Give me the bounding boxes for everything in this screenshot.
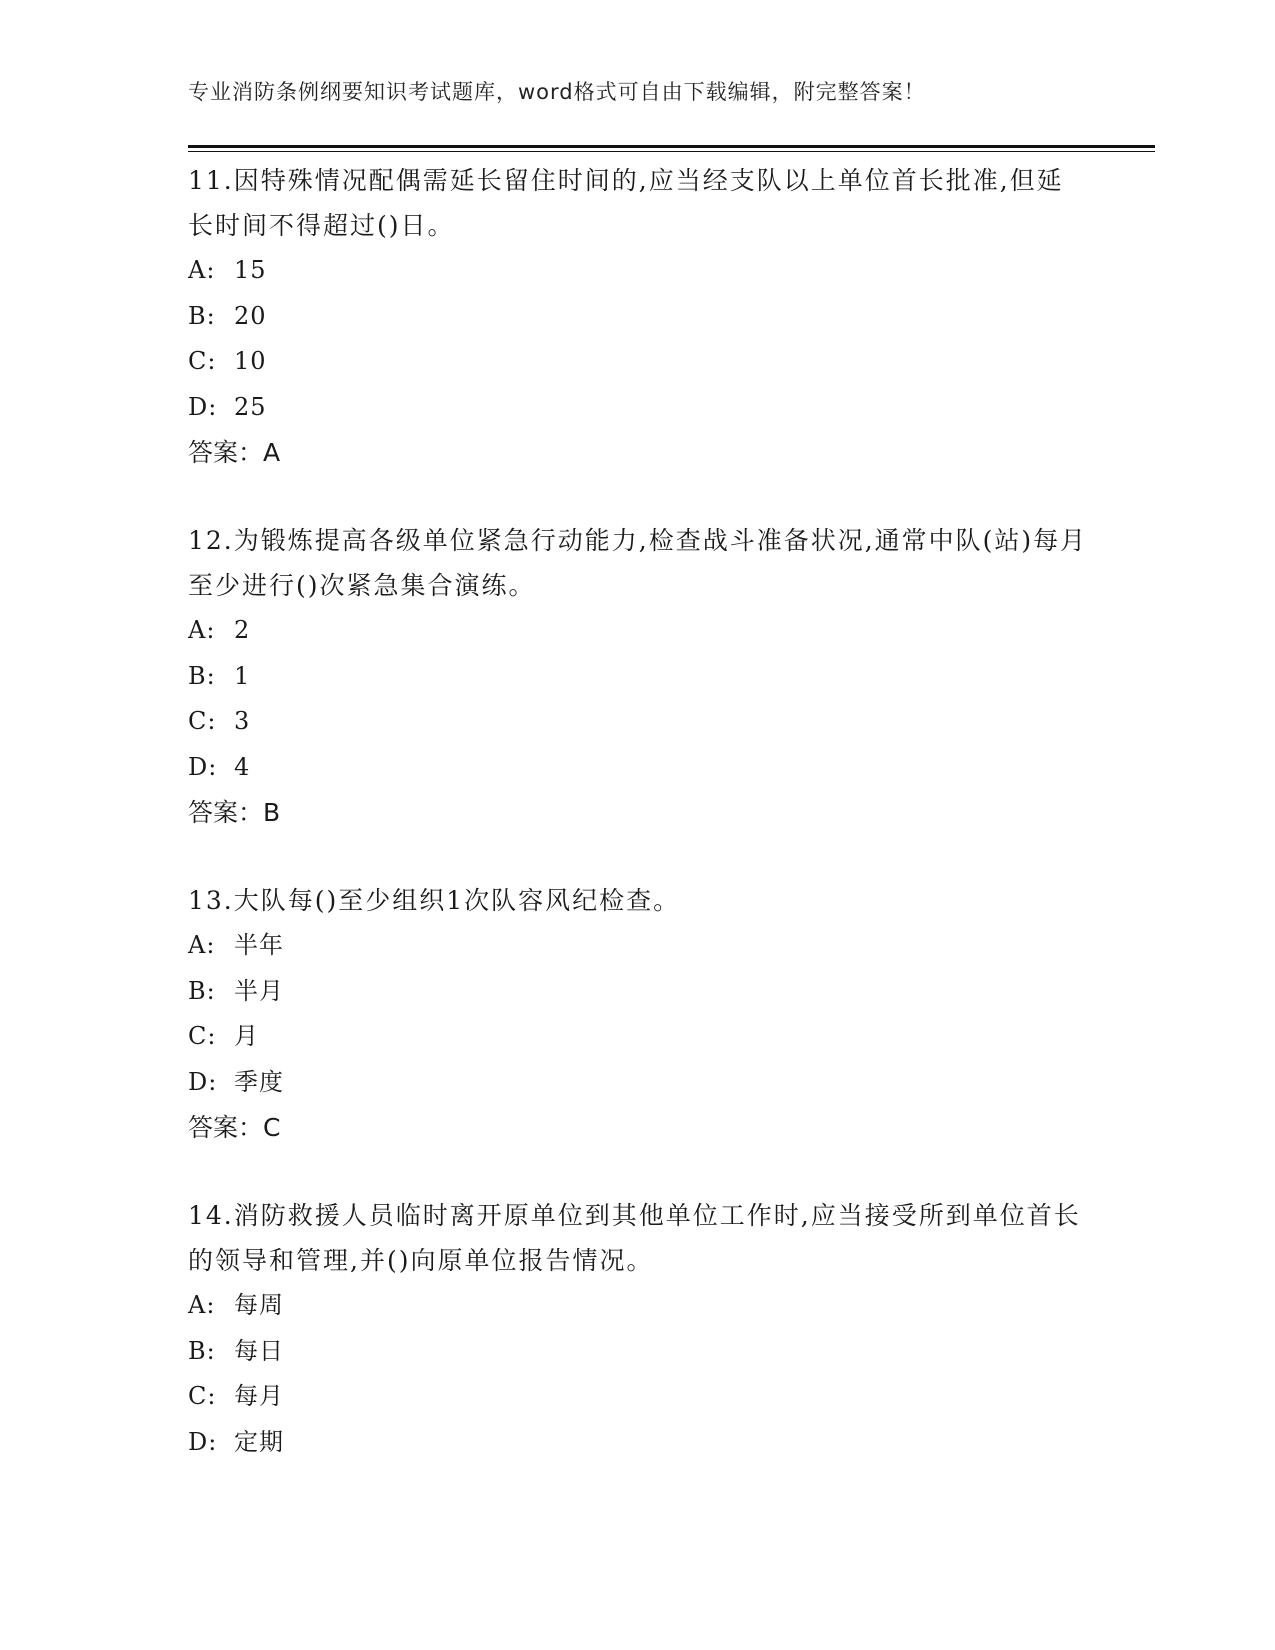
question-spacer <box>188 1150 1088 1193</box>
option-letter: D: <box>188 1067 218 1096</box>
option-letter: A: <box>188 616 216 644</box>
option-d <box>188 1420 1088 1466</box>
option-text: 1 <box>234 661 251 690</box>
option-letter: D: <box>188 1427 218 1456</box>
option-text: 定期 <box>234 1427 284 1456</box>
option-a <box>188 1283 1088 1329</box>
option-text: 4 <box>234 752 251 781</box>
question-list <box>188 158 1088 1465</box>
option-text: 10 <box>234 347 267 375</box>
question-12 <box>188 518 1088 835</box>
question-stem: 13.大队每()至少组织1次队容风纪检查。 <box>188 886 681 915</box>
option-text: 15 <box>234 256 267 284</box>
option-letter: B: <box>188 661 216 690</box>
option-text: 3 <box>234 707 251 735</box>
option-text: 25 <box>234 392 267 421</box>
option-letter: C: <box>188 1382 217 1410</box>
option-b <box>188 1329 1088 1375</box>
option-letter: B: <box>188 301 216 330</box>
option-a <box>188 248 1088 294</box>
option-letter: A: <box>188 931 216 959</box>
header-rule-thick <box>188 145 1155 148</box>
option-text: 半年 <box>234 931 284 959</box>
option-letter: C: <box>188 707 217 735</box>
option-d <box>188 1060 1088 1106</box>
option-a <box>188 923 1088 969</box>
option-a <box>188 608 1088 654</box>
option-text: 月 <box>234 1022 259 1050</box>
question-stem: 14.消防救援人员临时离开原单位到其他单位工作时,应当接受所到单位首长的领导和管理,并()向原单位报告情况。 <box>188 1201 1081 1275</box>
option-letter: C: <box>188 1022 217 1050</box>
question-13 <box>188 878 1088 1150</box>
option-letter: C: <box>188 347 217 375</box>
option-text: 2 <box>234 616 251 644</box>
option-text: 半月 <box>234 976 284 1005</box>
option-letter: A: <box>188 256 216 284</box>
question-spacer <box>188 835 1088 878</box>
option-c <box>188 339 1088 385</box>
option-text: 每月 <box>234 1382 284 1410</box>
option-c <box>188 1014 1088 1060</box>
option-letter: D: <box>188 752 218 781</box>
option-d <box>188 745 1088 791</box>
page-header: 专业消防条例纲要知识考试题库，word格式可自由下载编辑，附完整答案！ <box>188 80 926 104</box>
option-c <box>188 1374 1088 1420</box>
question-14 <box>188 1193 1088 1465</box>
option-b <box>188 654 1088 700</box>
option-text: 每周 <box>234 1291 284 1319</box>
option-text: 每日 <box>234 1336 284 1365</box>
question-11 <box>188 158 1088 475</box>
option-text: 季度 <box>234 1067 284 1096</box>
option-letter: B: <box>188 1336 216 1365</box>
question-stem: 11.因特殊情况配偶需延长留住时间的,应当经支队以上单位首长批准,但延长时间不得超过()日。 <box>188 166 1064 240</box>
option-letter: D: <box>188 392 218 421</box>
answer-line: 答案：B <box>188 798 281 827</box>
option-text: 20 <box>234 301 267 330</box>
option-c <box>188 699 1088 745</box>
option-d <box>188 385 1088 431</box>
answer-line: 答案：A <box>188 438 281 467</box>
option-b <box>188 294 1088 340</box>
question-spacer <box>188 475 1088 518</box>
option-letter: A: <box>188 1291 216 1319</box>
answer-line: 答案：C <box>188 1113 281 1142</box>
option-b <box>188 969 1088 1015</box>
question-stem: 12.为锻炼提高各级单位紧急行动能力,检查战斗准备状况,通常中队(站)每月至少进行()次紧急集合演练。 <box>188 526 1088 600</box>
header-rule-thin <box>188 151 1155 152</box>
option-letter: B: <box>188 976 216 1005</box>
